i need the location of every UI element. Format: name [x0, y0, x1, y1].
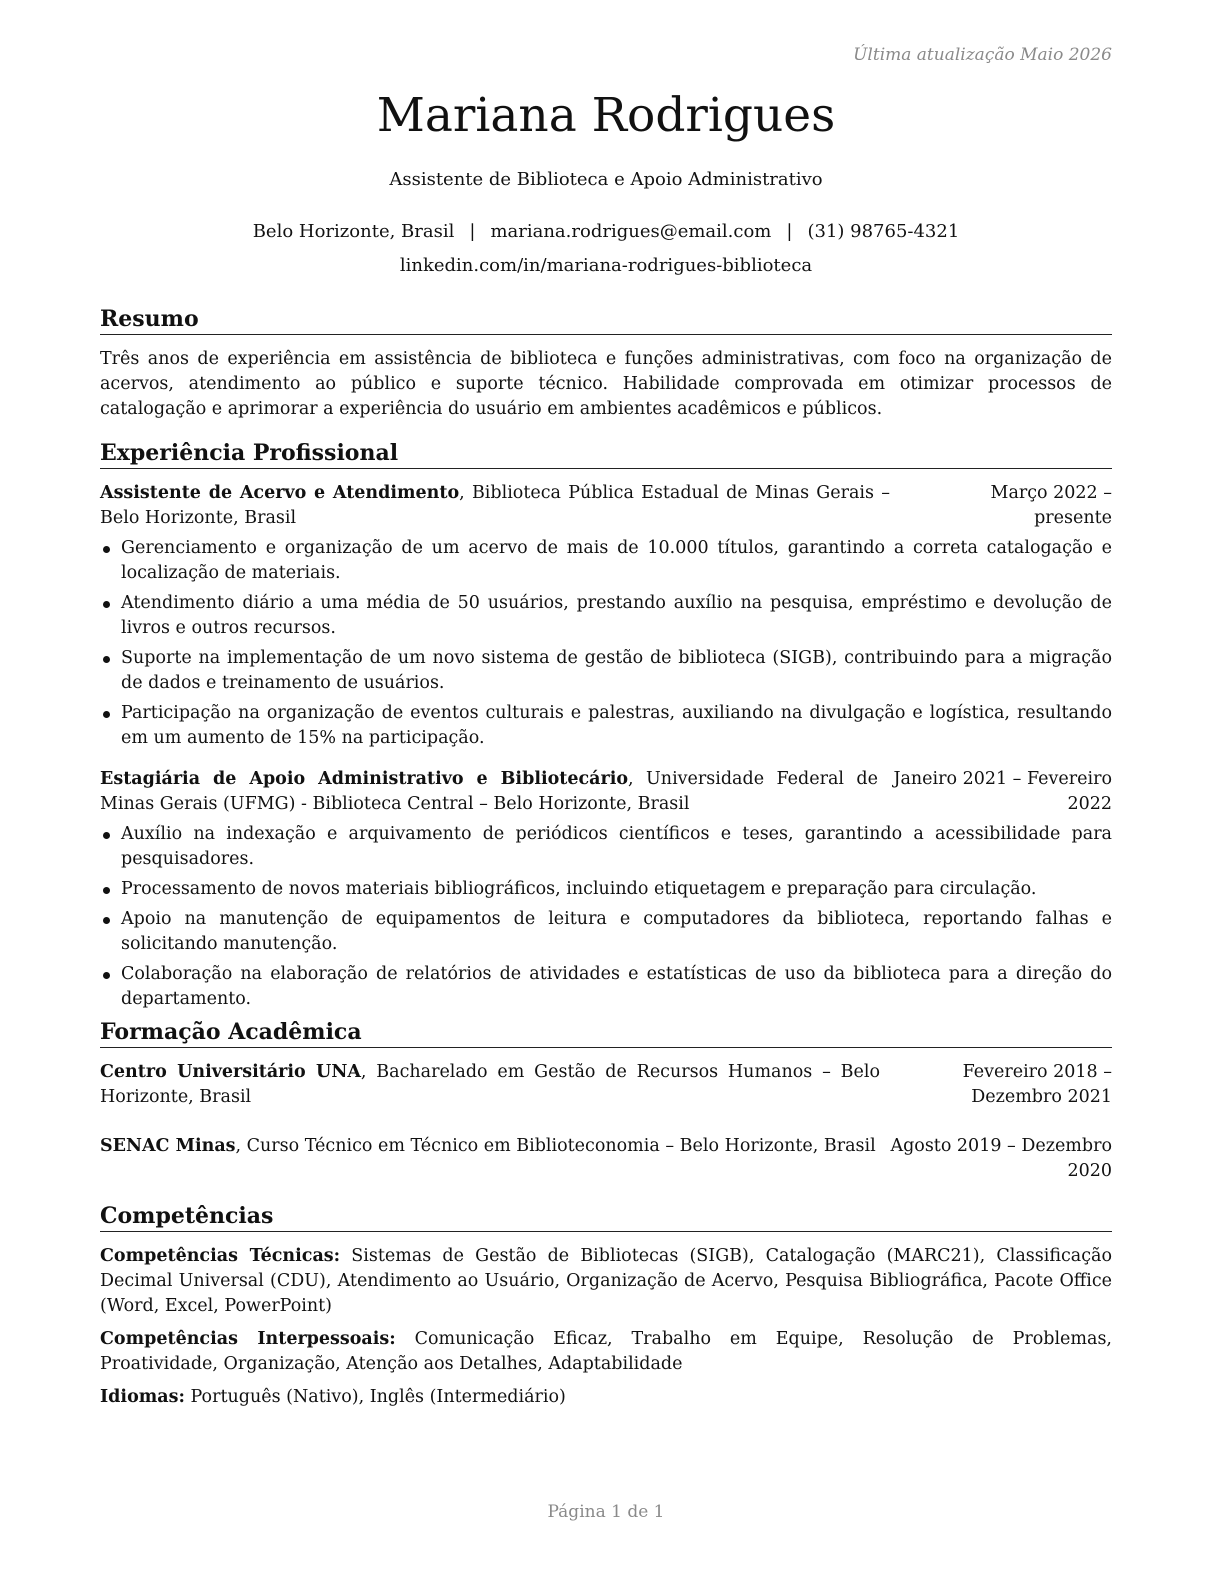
- list-item: Apoio na manutenção de equipamentos de leitura e computadores da biblioteca, reportando falhas e solicitando manutenção.: [100, 907, 1112, 957]
- section-title: Experiência Profissional: [100, 439, 1112, 469]
- job-dates: Março 2022 – presente: [990, 483, 1112, 528]
- job-role: Assistente de Acervo e Atendimento: [100, 483, 460, 503]
- education-detail: , Curso Técnico em Técnico em Biblioteconomia – Belo Horizonte, Brasil: [235, 1136, 876, 1156]
- section-title: Formação Acadêmica: [100, 1018, 1112, 1048]
- education-detail: , Bacharelado em Gestão de Recursos Humanos – Belo Horizonte, Brasil: [100, 1062, 880, 1107]
- contact-line: [100, 219, 1112, 244]
- contact-separator: |: [786, 221, 793, 242]
- job-bullets: [100, 536, 1112, 751]
- job-heading: [100, 767, 878, 817]
- list-item: Auxílio na indexação e arquivamento de periódicos científicos e teses, garantindo a acessibilidade para pesquisadores.: [100, 822, 1112, 872]
- summary-section: [100, 305, 1112, 422]
- list-item: Colaboração na elaboração de relatórios de atividades e estatísticas de uso da biblioteca para a direção do departamento.: [100, 962, 1112, 1012]
- candidate-name: Mariana Rodrigues: [376, 88, 836, 143]
- skills-section: [100, 1202, 1112, 1418]
- education-entry: [100, 1134, 1112, 1184]
- contact-separator: |: [469, 221, 476, 242]
- contact-email[interactable]: mariana.rodrigues@email.com: [490, 221, 772, 242]
- skill-label: Idiomas:: [100, 1387, 185, 1407]
- job-org: , Universidade Federal de Minas Gerais (UFMG) - Biblioteca Central – Belo Horizonte, Brasil: [100, 769, 878, 814]
- job-bullets: [100, 822, 1112, 1012]
- education-dates: Fevereiro 2018 – Dezembro 2021: [962, 1062, 1112, 1107]
- education-heading: [100, 1134, 880, 1159]
- job-dates: Janeiro 2021 – Fevereiro 2022: [893, 769, 1112, 814]
- list-item: Suporte na implementação de um novo sistema de gestão de biblioteca (SIGB), contribuindo para a migração de dados e treinamento de usuários.: [100, 646, 1112, 696]
- contact-location: Belo Horizonte, Brasil: [252, 221, 455, 242]
- last-update: Última atualização Maio 2026: [853, 45, 1112, 65]
- skill-text: Português (Nativo), Inglês (Intermediário): [184, 1387, 566, 1407]
- job-entry: [100, 767, 1112, 1012]
- skill-label: Competências Interpessoais:: [100, 1329, 396, 1349]
- job-org: , Biblioteca Pública Estadual de Minas Gerais – Belo Horizonte, Brasil: [100, 483, 890, 528]
- skill-group: [100, 1385, 1112, 1410]
- list-item: Atendimento diário a uma média de 50 usuários, prestando auxílio na pesquisa, empréstimo e devolução de livros e outros recursos.: [100, 591, 1112, 641]
- job-entry: [100, 481, 1112, 751]
- job-heading: [100, 481, 890, 531]
- skill-text: Comunicação Eficaz, Trabalho em Equipe, Resolução de Problemas, Proatividade, Organização, Atenção aos Detalhes, Adaptabilidade: [100, 1329, 1112, 1374]
- list-item: Gerenciamento e organização de um acervo de mais de 10.000 títulos, garantindo a correta catalogação e localização de materiais.: [100, 536, 1112, 586]
- job-role: Estagiária de Apoio Administrativo e Bibliotecário: [100, 769, 629, 789]
- skill-label: Competências Técnicas:: [100, 1246, 341, 1266]
- resume-page: [100, 0, 1112, 1584]
- education-dates: Agosto 2019 – Dezembro 2020: [890, 1136, 1112, 1181]
- education-heading: [100, 1060, 880, 1110]
- experience-section: [100, 439, 1112, 1017]
- skill-group: [100, 1244, 1112, 1319]
- section-title: Resumo: [100, 305, 1112, 335]
- headline: Assistente de Biblioteca e Apoio Administrativo: [389, 169, 823, 190]
- education-section: [100, 1018, 1112, 1184]
- education-school: SENAC Minas: [100, 1136, 236, 1156]
- list-item: Processamento de novos materiais bibliográficos, incluindo etiquetagem e preparação para circulação.: [100, 877, 1112, 902]
- education-school: Centro Universitário UNA: [100, 1062, 361, 1082]
- education-entry: [100, 1060, 1112, 1110]
- contact-phone: (31) 98765-4321: [807, 221, 960, 242]
- list-item: Participação na organização de eventos culturais e palestras, auxiliando na divulgação e logística, resultando em um aumento de 15% na participação.: [100, 701, 1112, 751]
- skill-group: [100, 1327, 1112, 1377]
- section-title: Competências: [100, 1202, 1112, 1232]
- contact-linkedin[interactable]: linkedin.com/in/mariana-rodrigues-biblioteca: [399, 255, 813, 276]
- page-number: Página 1 de 1: [547, 1502, 665, 1522]
- summary-text: Três anos de experiência em assistência de biblioteca e funções administrativas, com foco na organização de acervos, atendimento ao público e suporte técnico. Habilidade comprovada em otimizar processos de catalogação e aprimorar a experiência do usuário em ambientes acadêmicos e públicos.: [100, 349, 1112, 419]
- skill-text: Sistemas de Gestão de Bibliotecas (SIGB), Catalogação (MARC21), Classificação Decimal Universal (CDU), Atendimento ao Usuário, Organização de Acervo, Pesquisa Bibliográfica, Pacote Office (Word, Excel, PowerPoint): [100, 1246, 1113, 1316]
